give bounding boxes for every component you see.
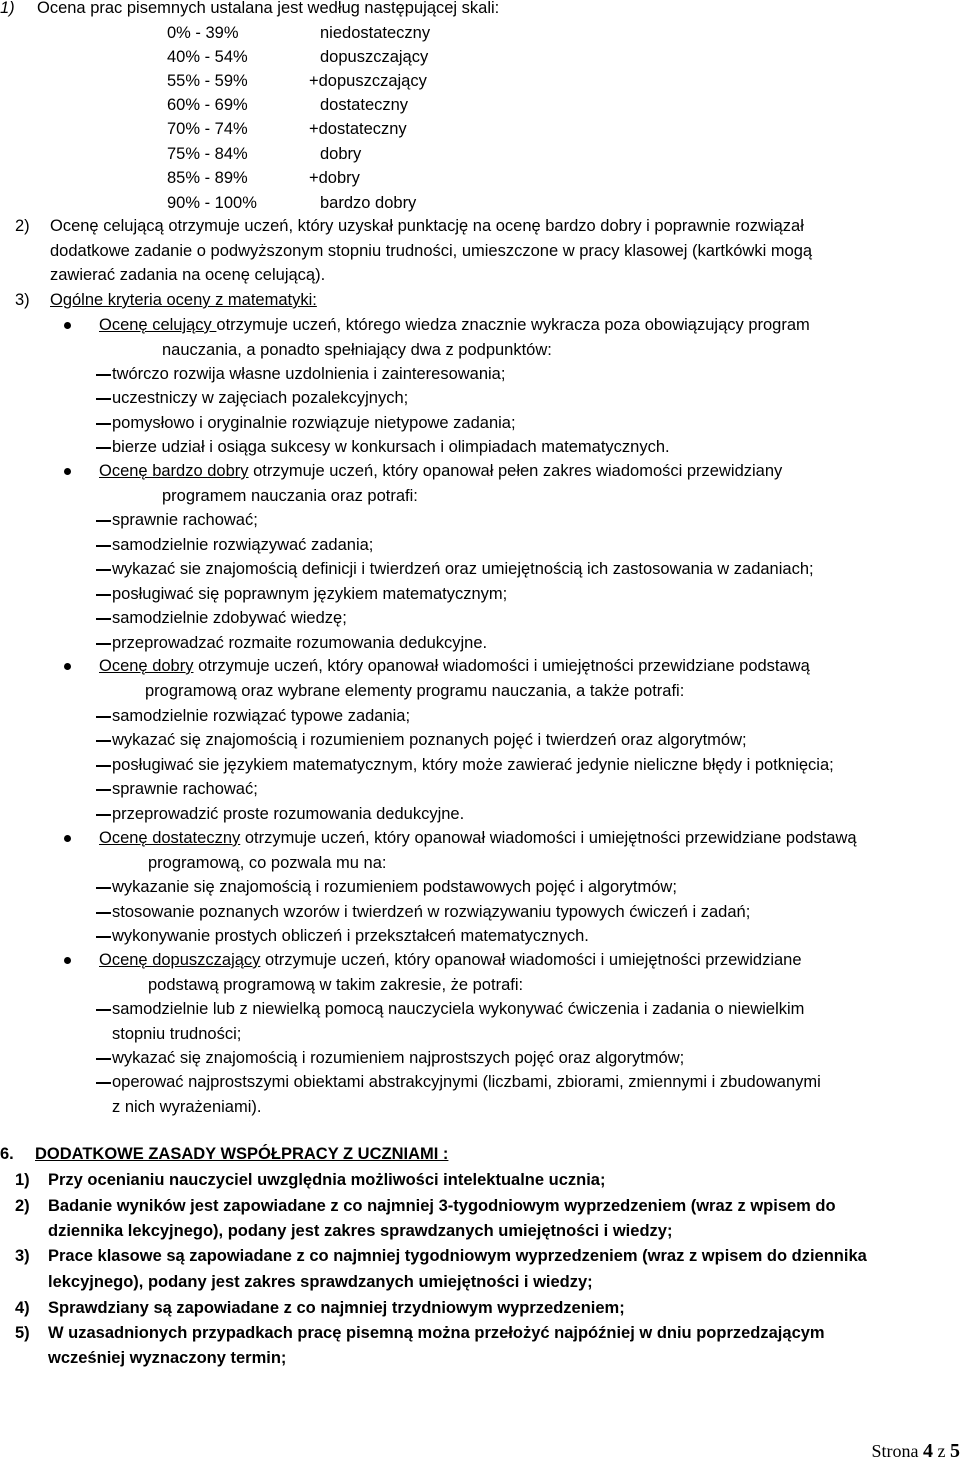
- list-item: samodzielnie rozwiązywać zadania;: [112, 535, 373, 555]
- grade-name: Ocenę bardzo dobry: [99, 462, 249, 480]
- grade-heading: [99, 950, 802, 970]
- scale-grade: +dostateczny: [309, 119, 407, 139]
- dash-icon: [96, 423, 111, 425]
- grade-desc: otrzymuje uczeń, który opanował wiadomości i umiejętności przewidziane podstawą: [193, 657, 809, 675]
- list-item: samodzielnie lub z niewielką pomocą nauczyciela wykonywać ćwiczenia i zadania o niewielkim: [112, 999, 804, 1019]
- dash-icon: [96, 569, 111, 571]
- dash-icon: [96, 936, 111, 938]
- dash-icon: [96, 618, 111, 620]
- dash-icon: [96, 545, 111, 547]
- rule-line: wcześniej wyznaczony termin;: [48, 1348, 286, 1368]
- scale-grade: dopuszczający: [320, 47, 428, 67]
- scale-range: 60% - 69%: [167, 95, 248, 115]
- list-item: przeprowadzić proste rozumowania dedukcyjne.: [112, 804, 464, 824]
- scale-grade: +dopuszczający: [309, 71, 427, 91]
- scale-grade: niedostateczny: [320, 23, 430, 43]
- rule-line: W uzasadnionych przypadkach pracę pisemną można przełożyć najpóźniej w dniu poprzedzającym: [48, 1323, 825, 1343]
- scale-range: 40% - 54%: [167, 47, 248, 67]
- bullet-icon: [64, 957, 71, 964]
- dash-icon: [96, 1082, 111, 1084]
- p2-line: dodatkowe zadanie o podwyższonym stopniu trudności, umieszczone w pracy klasowej (kartkówki mogą: [50, 241, 812, 261]
- grade-desc: otrzymuje uczeń, który opanował wiadomości i umiejętności przewidziane: [260, 951, 801, 969]
- p1-number: 1): [0, 0, 15, 18]
- rule-line: Prace klasowe są zapowiadane z co najmniej tygodniowym wyprzedzeniem (wraz z wpisem do dziennika: [48, 1246, 867, 1266]
- list-item: twórczo rozwija własne uzdolnienia i zainteresowania;: [112, 364, 505, 384]
- scale-grade: dobry: [320, 144, 361, 164]
- section6-number: 6.: [0, 1144, 14, 1164]
- list-item: wykazać sie znajomością definicji i twierdzeń oraz umiejętnością ich zastosowania w zadaniach;: [112, 559, 814, 579]
- grade-desc-cont: nauczania, a ponadto spełniający dwa z podpunktów:: [162, 340, 552, 360]
- dash-icon: [96, 912, 111, 914]
- footer-sep: z: [933, 1441, 950, 1461]
- scale-range: 0% - 39%: [167, 23, 239, 43]
- rule-number: 4): [15, 1298, 30, 1318]
- list-item: posługiwać się poprawnym językiem matematycznym;: [112, 584, 507, 604]
- scale-grade: bardzo dobry: [320, 193, 416, 213]
- dash-icon: [96, 374, 111, 376]
- page-footer: [872, 1440, 960, 1463]
- scale-range: 70% - 74%: [167, 119, 248, 139]
- grade-desc: otrzymuje uczeń, którego wiedza znacznie wykracza poza obowiązujący program: [216, 316, 809, 334]
- list-item-cont: stopniu trudności;: [112, 1024, 241, 1044]
- rule-line: Przy ocenianiu nauczyciel uwzględnia możliwości intelektualne ucznia;: [48, 1170, 605, 1190]
- grade-name: Ocenę celujący: [99, 316, 216, 334]
- list-item: samodzielnie rozwiązać typowe zadania;: [112, 706, 410, 726]
- section6-title: DODATKOWE ZASADY WSPÓŁPRACY Z UCZNIAMI :: [35, 1144, 448, 1164]
- grade-desc-cont: programową, co pozwala mu na:: [148, 853, 386, 873]
- list-item: sprawnie rachować;: [112, 779, 258, 799]
- scale-range: 55% - 59%: [167, 71, 248, 91]
- bullet-icon: [64, 835, 71, 842]
- rule-line: dziennika lekcyjnego), podany jest zakres sprawdzanych umiejętności i wiedzy;: [48, 1221, 672, 1241]
- list-item: wykazać się znajomością i rozumieniem poznanych pojęć i twierdzeń oraz algorytmów;: [112, 730, 747, 750]
- dash-icon: [96, 643, 111, 645]
- grade-heading: [99, 656, 810, 676]
- p2-number: 2): [15, 216, 30, 236]
- rule-line: Badanie wyników jest zapowiadane z co najmniej 3-tygodniowym wyprzedzeniem (wraz z wpisem do: [48, 1196, 836, 1216]
- scale-grade: +dobry: [309, 168, 360, 188]
- rule-line: Sprawdziany są zapowiadane z co najmniej trzydniowym wyprzedzeniem;: [48, 1298, 625, 1318]
- grade-name: Ocenę dobry: [99, 657, 193, 675]
- list-item: przeprowadzać rozmaite rozumowania dedukcyjne.: [112, 633, 487, 653]
- page-number: 4: [923, 1440, 933, 1462]
- dash-icon: [96, 1058, 111, 1060]
- list-item: posługiwać sie językiem matematycznym, który może zawierać jedynie nieliczne błędy i potknięcia;: [112, 755, 834, 775]
- list-item-cont: z nich wyrażeniami).: [112, 1097, 261, 1117]
- list-item: wykazanie się znajomością i rozumieniem podstawowych pojęć i algorytmów;: [112, 877, 677, 897]
- list-item: sprawnie rachować;: [112, 510, 258, 530]
- list-item: bierze udział i osiąga sukcesy w konkursach i olimpiadach matematycznych.: [112, 437, 670, 457]
- bullet-icon: [64, 663, 71, 670]
- dash-icon: [96, 740, 111, 742]
- rule-number: 2): [15, 1196, 30, 1216]
- scale-range: 90% - 100%: [167, 193, 257, 213]
- dash-icon: [96, 887, 111, 889]
- list-item: stosowanie poznanych wzorów i twierdzeń w rozwiązywaniu typowych ćwiczeń i zadań;: [112, 902, 750, 922]
- grade-heading: [99, 461, 782, 481]
- page-total: 5: [950, 1440, 960, 1462]
- list-item: pomysłowo i oryginalnie rozwiązuje nietypowe zadania;: [112, 413, 516, 433]
- p3-title: Ogólne kryteria oceny z matematyki:: [50, 290, 317, 310]
- dash-icon: [96, 765, 111, 767]
- dash-icon: [96, 594, 111, 596]
- dash-icon: [96, 398, 111, 400]
- grade-desc-cont: podstawą programową w takim zakresie, że potrafi:: [148, 975, 523, 995]
- grade-desc: otrzymuje uczeń, który opanował wiadomości i umiejętności przewidziane podstawą: [240, 829, 856, 847]
- rule-number: 3): [15, 1246, 30, 1266]
- dash-icon: [96, 716, 111, 718]
- grade-desc-cont: programową oraz wybrane elementy programu nauczania, a także potrafi:: [145, 681, 684, 701]
- rule-number: 1): [15, 1170, 30, 1190]
- p2-line: zawierać zadania na ocenę celującą).: [50, 265, 325, 285]
- p3-number: 3): [15, 290, 30, 310]
- dash-icon: [96, 1009, 111, 1011]
- scale-range: 75% - 84%: [167, 144, 248, 164]
- list-item: operować najprostszymi obiektami abstrakcyjnymi (liczbami, zbiorami, zmiennymi i zbudowanymi: [112, 1072, 821, 1092]
- grade-heading: [99, 828, 857, 848]
- scale-grade: dostateczny: [320, 95, 408, 115]
- grade-desc-cont: programem nauczania oraz potrafi:: [162, 486, 418, 506]
- scale-range: 85% - 89%: [167, 168, 248, 188]
- p1-text: Ocena prac pisemnych ustalana jest według następującej skali:: [37, 0, 499, 18]
- list-item: wykonywanie prostych obliczeń i przekształceń matematycznych.: [112, 926, 589, 946]
- grade-name: Ocenę dopuszczający: [99, 951, 260, 969]
- rule-number: 5): [15, 1323, 30, 1343]
- footer-label: Strona: [872, 1441, 924, 1461]
- dash-icon: [96, 789, 111, 791]
- dash-icon: [96, 520, 111, 522]
- bullet-icon: [64, 322, 71, 329]
- list-item: wykazać się znajomością i rozumieniem najprostszych pojęć oraz algorytmów;: [112, 1048, 684, 1068]
- bullet-icon: [64, 468, 71, 475]
- dash-icon: [96, 447, 111, 449]
- grade-heading: [99, 315, 810, 335]
- grade-desc: otrzymuje uczeń, który opanował pełen zakres wiadomości przewidziany: [249, 462, 783, 480]
- dash-icon: [96, 814, 111, 816]
- list-item: uczestniczy w zajęciach pozalekcyjnych;: [112, 388, 408, 408]
- rule-line: lekcyjnego), podany jest zakres sprawdzanych umiejętności i wiedzy;: [48, 1272, 593, 1292]
- p2-line: Ocenę celującą otrzymuje uczeń, który uzyskał punktację na ocenę bardzo dobry i poprawnie rozwiązał: [50, 216, 804, 236]
- list-item: samodzielnie zdobywać wiedzę;: [112, 608, 347, 628]
- grade-name: Ocenę dostateczny: [99, 829, 240, 847]
